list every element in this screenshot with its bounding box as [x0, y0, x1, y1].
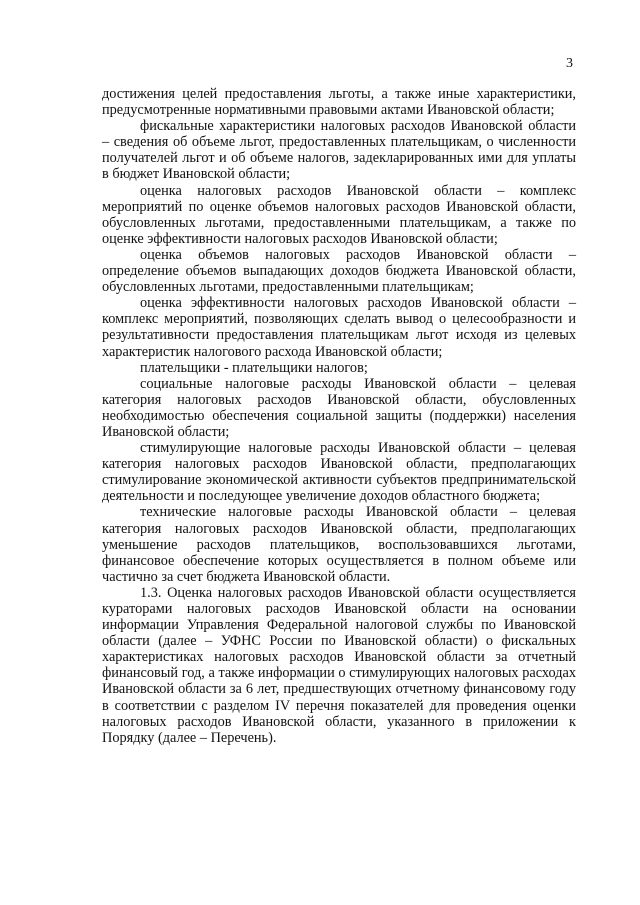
paragraph-stimulating-tax-expenses: стимулирующие налоговые расходы Ивановской области – целевая категория налоговых расходов Ивановской области, предполагающих стимулирование экономической активности субъектов предпринимательской деятельности и последующее увеличение доходов областного бюджета;	[102, 440, 576, 505]
document-body	[102, 86, 576, 746]
paragraph-technical-tax-expenses: технические налоговые расходы Ивановской области – целевая категория налоговых расходов Ивановской области, предполагающих уменьшение расходов плательщиков, воспользовавшихся льготами, финансовое обеспечение которых осуществляется в полном объеме или частично за счет бюджета Ивановской области.	[102, 504, 576, 585]
paragraph-volume-assessment: оценка объемов налоговых расходов Ивановской области – определение объемов выпадающих доходов бюджета Ивановской области, обусловленных льготами, предоставленными плательщикам;	[102, 246, 576, 296]
paragraph-tax-expense-assessment: оценка налоговых расходов Ивановской области – комплекс мероприятий по оценке объемов налоговых расходов Ивановской области, обусловленных льготами, предоставленными плательщикам, а также по оценке эффективности налоговых расходов Ивановской области;	[102, 182, 576, 247]
paragraph-fiscal-characteristics: фискальные характеристики налоговых расходов Ивановской области – сведения об объеме льгот, предоставленных плательщикам, о численности получателей льгот и об объеме налогов, задекларированных ими для уплаты в бюджет Ивановской области;	[102, 118, 576, 183]
paragraph-continuation: достижения целей предоставления льготы, а также иные характеристики, предусмотренные нормативными правовыми актами Ивановской области;	[102, 86, 576, 119]
paragraph-section-1-3: 1.3. Оценка налоговых расходов Ивановской области осуществляется кураторами налоговых расходов Ивановской области на основании информации Управления Федеральной налоговой службы по Ивановской области (далее – УФНС России по Ивановской области) о фискальных характеристиках налоговых расходов Ивановской области за отчетный финансовый год, а также информации о стимулирующих налоговых расходах Ивановской области за 6 лет, предшествующих отчетному финансовому году в соответствии с разделом IV перечня показателей для проведения оценки налоговых расходов Ивановской области, указанного в приложении к Порядку (далее – Перечень).	[102, 584, 576, 746]
paragraph-efficiency-assessment: оценка эффективности налоговых расходов Ивановской области – комплекс мероприятий, позволяющих сделать вывод о целесообразности и результативности предоставления плательщикам льгот исходя из целевых характеристик налогового расхода Ивановской области;	[102, 295, 576, 360]
paragraph-payers: плательщики - плательщики налогов;	[140, 359, 368, 376]
page-number: 3	[566, 56, 573, 71]
paragraph-social-tax-expenses: социальные налоговые расходы Ивановской области – целевая категория налоговых расходов Ивановской области, обусловленных необходимостью обеспечения социальной защиты (поддержки) населения Ивановской области;	[102, 375, 576, 440]
